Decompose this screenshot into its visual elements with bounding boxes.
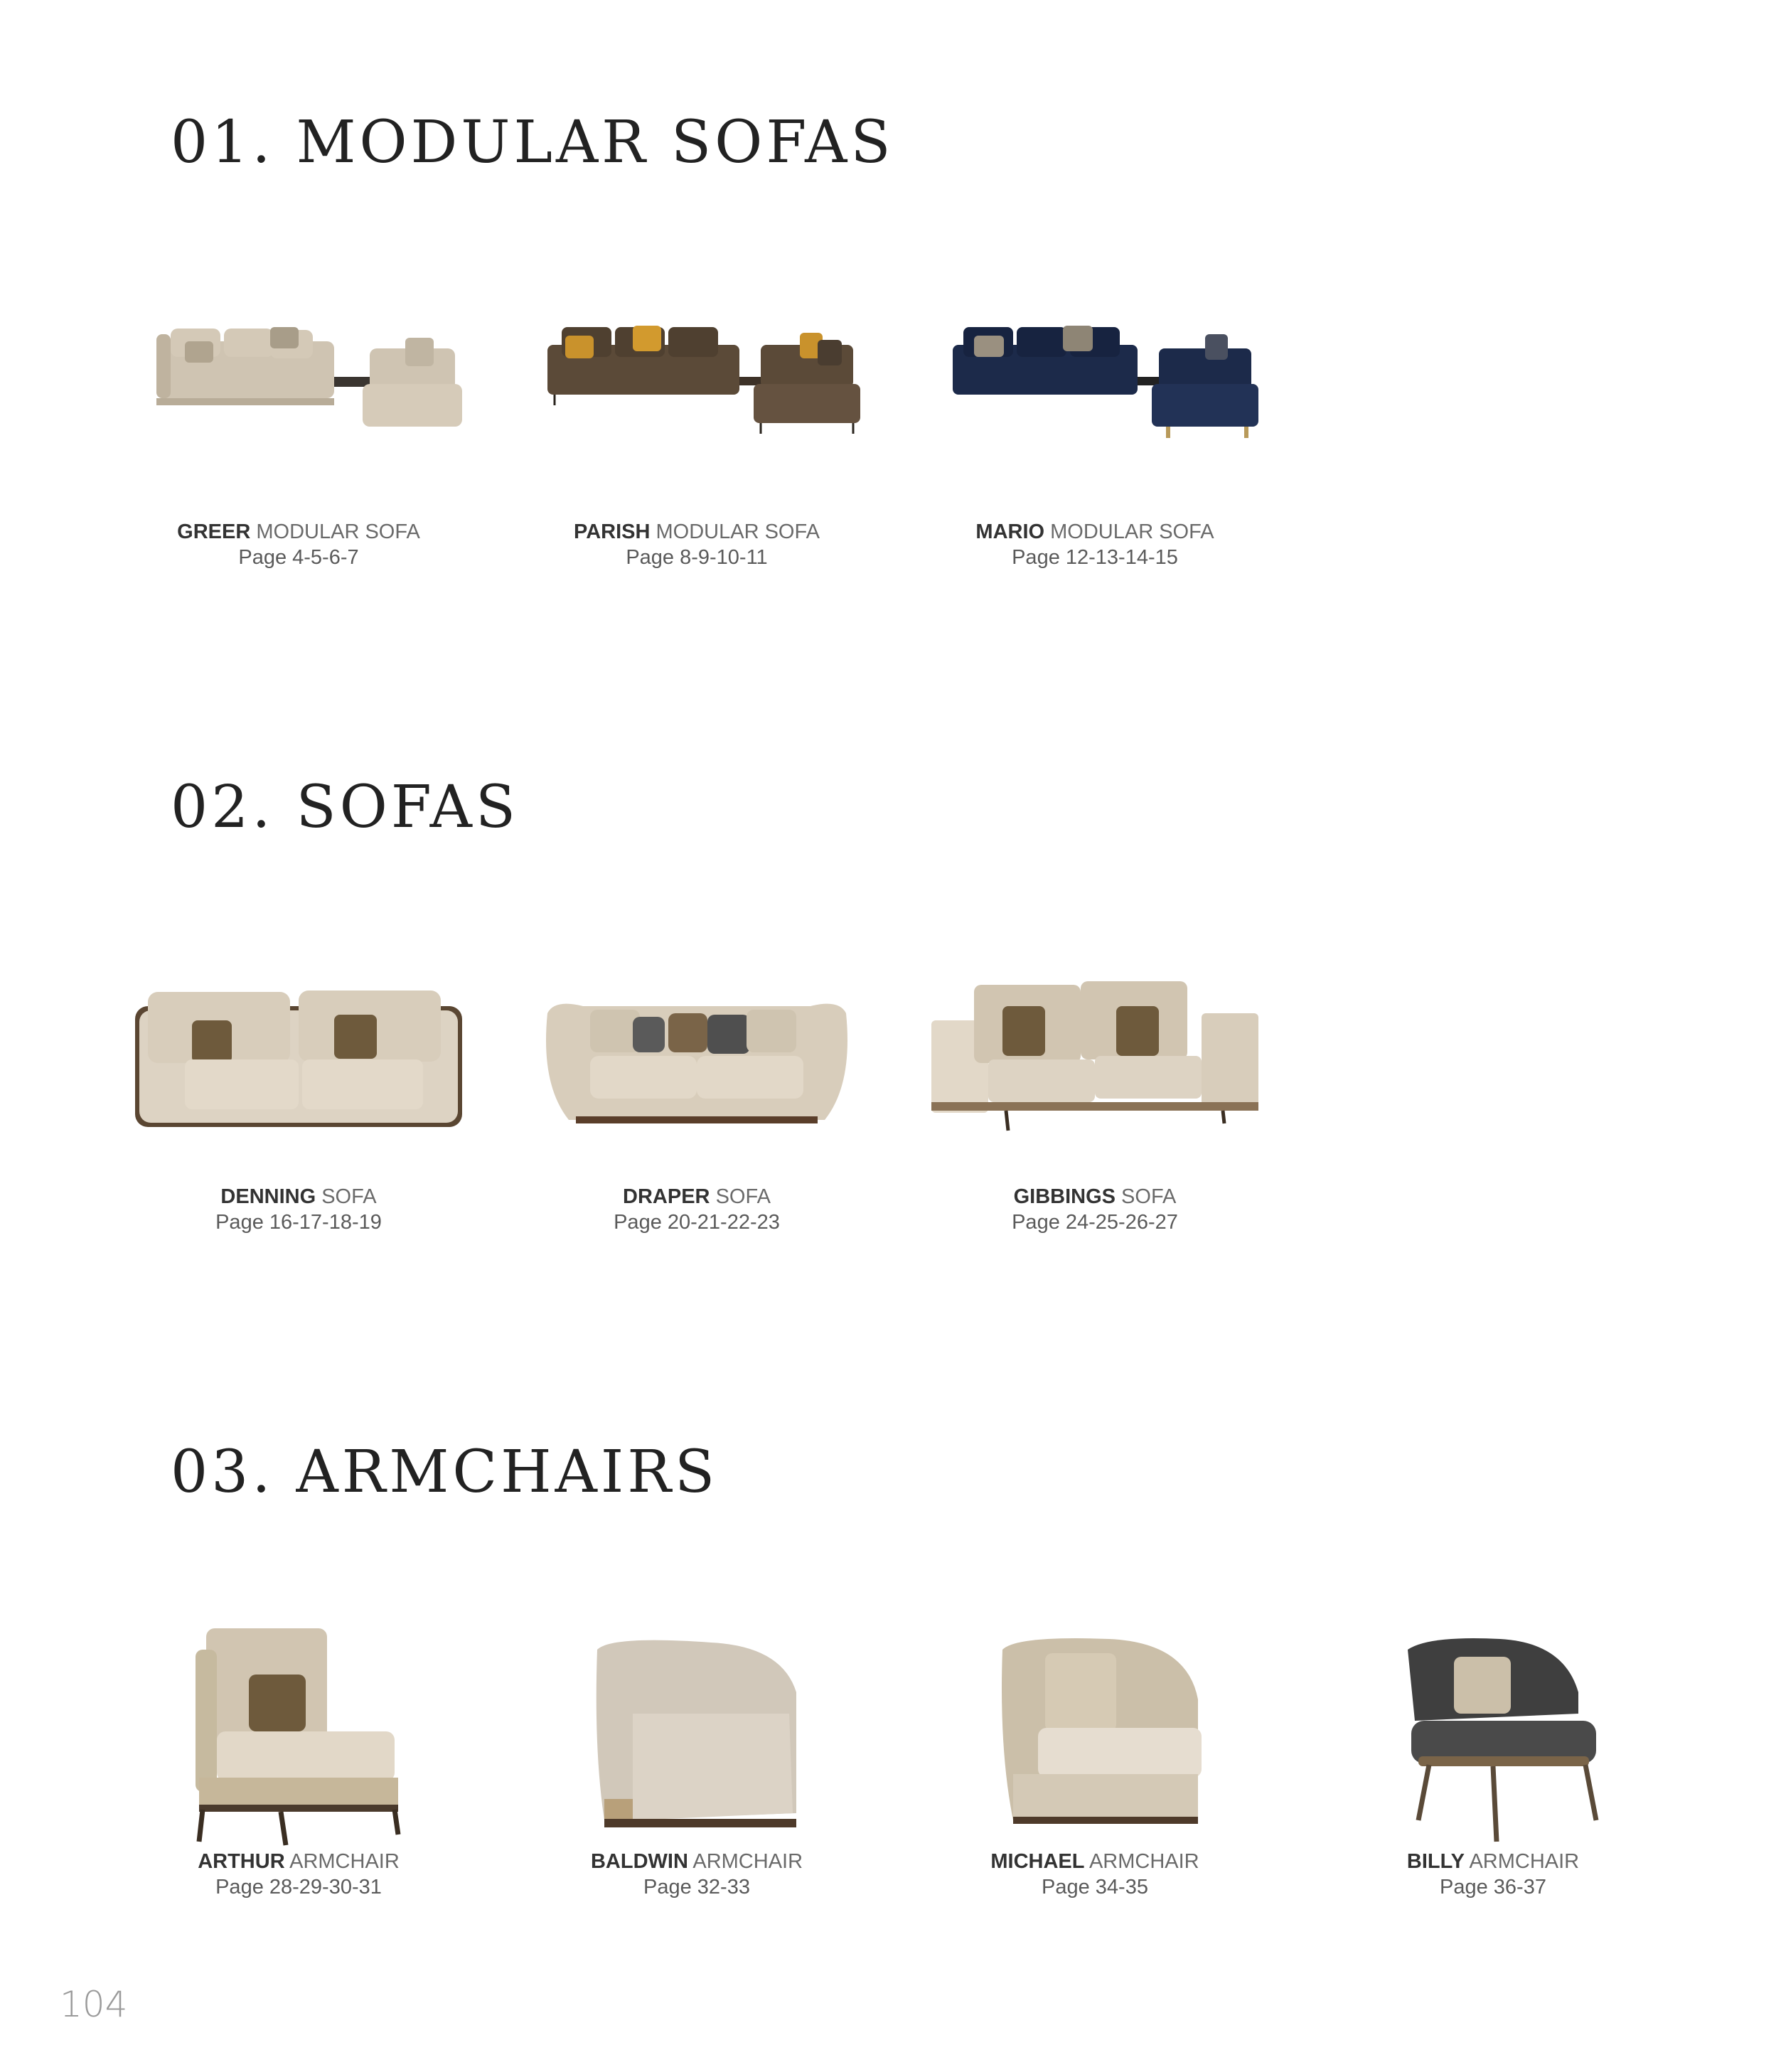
product-name: BALDWIN — [590, 1850, 688, 1873]
product-type: SOFA — [1121, 1185, 1177, 1208]
catalog-item-arthur[interactable] — [128, 1607, 469, 1900]
page-reference: Page 36-37 — [1440, 1876, 1546, 1899]
arthur-armchair-image — [128, 1607, 469, 1849]
gibbings-sofa-image — [924, 942, 1266, 1184]
product-type: ARMCHAIR — [1088, 1850, 1199, 1873]
product-name: MICHAEL — [990, 1850, 1085, 1873]
page-reference: Page 20-21-22-23 — [614, 1211, 780, 1234]
mario-modular-sofa-image — [924, 277, 1266, 519]
catalog-item-draper[interactable] — [526, 942, 867, 1235]
page-reference: Page 4-5-6-7 — [238, 546, 359, 569]
product-name: GREER — [177, 520, 251, 543]
product-name: DENNING — [220, 1185, 316, 1208]
product-name: GIBBINGS — [1013, 1185, 1116, 1208]
catalog-item-gibbings[interactable] — [924, 942, 1266, 1235]
catalog-item-greer[interactable] — [128, 277, 469, 570]
page-reference: Page 32-33 — [643, 1876, 750, 1899]
product-type: ARMCHAIR — [1469, 1850, 1580, 1873]
product-name: MARIO — [975, 520, 1045, 543]
caption-draper — [526, 1184, 867, 1235]
product-type: SOFA — [321, 1185, 377, 1208]
caption-greer — [128, 519, 469, 570]
baldwin-armchair-image — [526, 1607, 867, 1849]
catalog-item-denning[interactable] — [128, 942, 469, 1235]
section-title-sofas: 02. SOFAS — [171, 774, 520, 841]
catalog-item-billy[interactable] — [1322, 1607, 1664, 1900]
product-type: SOFA — [715, 1185, 771, 1208]
greer-modular-sofa-image — [128, 277, 469, 519]
product-type: MODULAR SOFA — [1050, 520, 1214, 543]
caption-denning — [128, 1184, 469, 1235]
page-reference: Page 28-29-30-31 — [215, 1876, 382, 1899]
page-reference: Page 24-25-26-27 — [1012, 1211, 1178, 1234]
caption-mario — [924, 519, 1266, 570]
parish-modular-sofa-image — [526, 277, 867, 519]
product-name: ARTHUR — [198, 1850, 285, 1873]
caption-baldwin — [526, 1849, 867, 1900]
page-reference: Page 34-35 — [1042, 1876, 1148, 1899]
caption-michael — [924, 1849, 1266, 1900]
michael-armchair-image — [924, 1607, 1266, 1849]
product-name: BILLY — [1406, 1850, 1465, 1873]
section-title-modular-sofas: 01. MODULAR SOFAS — [171, 109, 894, 176]
catalog-item-michael[interactable] — [924, 1607, 1266, 1900]
catalog-item-baldwin[interactable] — [526, 1607, 867, 1900]
caption-parish — [526, 519, 867, 570]
page-reference: Page 8-9-10-11 — [626, 546, 768, 569]
product-name: PARISH — [574, 520, 651, 543]
page-reference: Page 12-13-14-15 — [1012, 546, 1178, 569]
draper-sofa-image — [526, 942, 867, 1184]
catalog-item-parish[interactable] — [526, 277, 867, 570]
catalog-item-mario[interactable] — [924, 277, 1266, 570]
caption-billy — [1322, 1849, 1664, 1900]
page-reference: Page 16-17-18-19 — [215, 1211, 382, 1234]
product-type: MODULAR SOFA — [256, 520, 420, 543]
billy-armchair-image — [1322, 1607, 1664, 1849]
product-type: ARMCHAIR — [692, 1850, 803, 1873]
caption-gibbings — [924, 1184, 1266, 1235]
product-type: MODULAR SOFA — [656, 520, 820, 543]
page-number: 104 — [60, 1984, 128, 2025]
product-name: DRAPER — [623, 1185, 710, 1208]
denning-sofa-image — [128, 942, 469, 1184]
section-title-armchairs: 03. ARMCHAIRS — [171, 1438, 719, 1506]
product-type: ARMCHAIR — [289, 1850, 400, 1873]
caption-arthur — [128, 1849, 469, 1900]
